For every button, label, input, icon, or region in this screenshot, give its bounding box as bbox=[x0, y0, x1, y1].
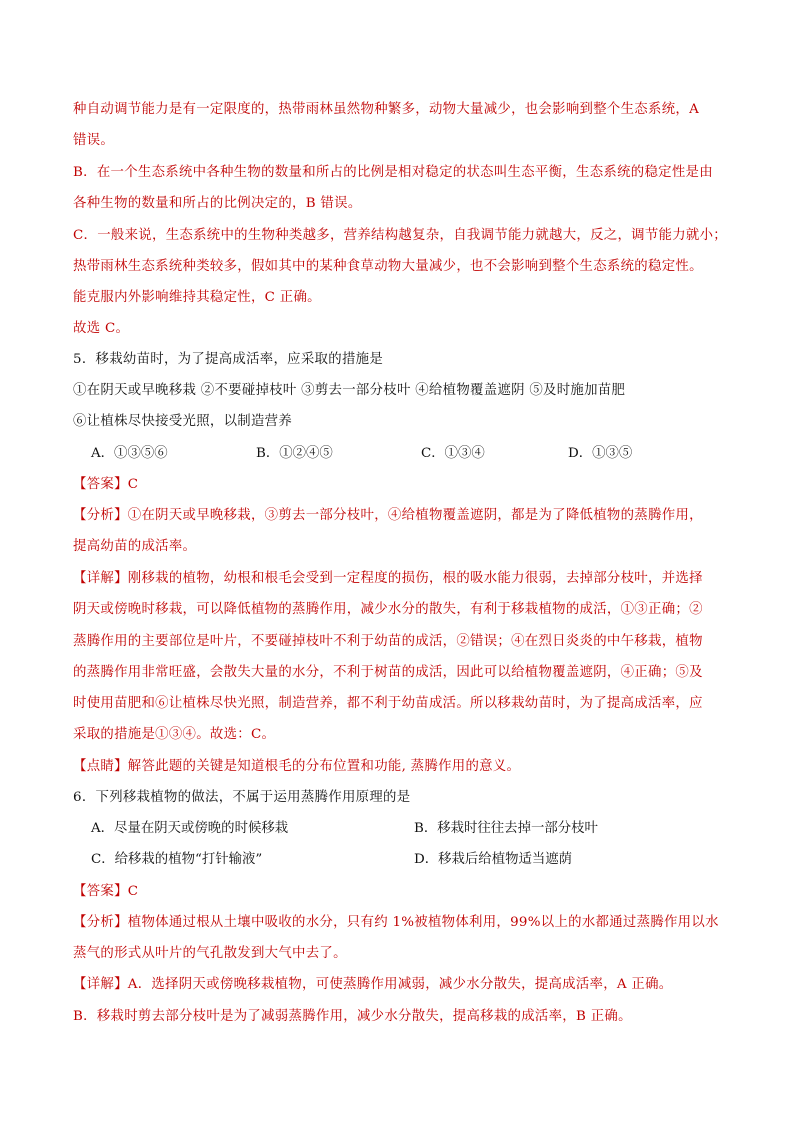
q5-detail: 蒸腾作用的主要部位是叶片，不要碰掉枝叶不利于幼苗的成活，②错误；④在烈日炎炎的中午移栽，植物 bbox=[73, 634, 703, 649]
q5-analysis: 【分析】①在阴天或早晚移栽，③剪去一部分枝叶，④给植物覆盖遮阴，都是为了降低植物的蒸腾作用， bbox=[73, 508, 703, 523]
q6-detail: B．移栽时剪去部分枝叶是为了减弱蒸腾作用，减少水分散失，提高移栽的成活率，B 正确。 bbox=[73, 1009, 632, 1024]
q4-analysis-line: 种自动调节能力是有一定限度的，热带雨林虽然物种繁多，动物大量减少，也会影响到整个生态系统，A bbox=[73, 102, 700, 117]
q6-option-d: D．移栽后给植物适当遮荫 bbox=[414, 852, 573, 867]
q4-conclusion: 故选 C。 bbox=[73, 321, 130, 336]
q6-analysis: 【分析】植物体通过根从土壤中吸收的水分，只有约 1%被植物体利用，99%以上的水都通过蒸腾作用以水 bbox=[73, 915, 719, 930]
q5-detail: 采取的措施是①③④。故选：C。 bbox=[73, 727, 276, 742]
q6-detail: 【详解】A．选择阴天或傍晚移栽植物，可使蒸腾作用减弱，减少水分散失，提高成活率，A 正确。 bbox=[73, 977, 673, 992]
q5-analysis: 提高幼苗的成活率。 bbox=[73, 539, 197, 554]
q6-stem: 6．下列移栽植物的做法，不属于运用蒸腾作用原理的是 bbox=[73, 790, 411, 805]
q5-option-b: B．①②④⑤ bbox=[256, 446, 333, 461]
q4-analysis-line: 错误。 bbox=[73, 133, 115, 148]
q5-detail: 的蒸腾作用非常旺盛，会散失大量的水分，不利于树苗的成活，因此可以给植物覆盖遮阴，④正确；⑤及 bbox=[73, 665, 703, 680]
q6-analysis: 蒸气的形式从叶片的气孔散发到大气中去了。 bbox=[73, 946, 347, 961]
q5-answer: 【答案】C bbox=[73, 477, 139, 492]
q6-option-c: C．给移栽的植物“打针输液” bbox=[91, 852, 263, 867]
q4-option-b-explanation: 各种生物的数量和所占的比例决定的，B 错误。 bbox=[73, 196, 362, 211]
q5-option-c: C．①③④ bbox=[421, 446, 485, 461]
q5-option-a: A．①③⑤⑥ bbox=[91, 446, 168, 461]
q5-comment: 【点睛】解答此题的关键是知道根毛的分布位置和功能, 蒸腾作用的意义。 bbox=[73, 759, 521, 774]
q5-detail: 【详解】刚移栽的植物，幼根和根毛会受到一定程度的损伤，根的吸水能力很弱，去掉部分枝叶，并选择 bbox=[73, 571, 703, 586]
q5-option-d: D．①③⑤ bbox=[568, 446, 633, 461]
q4-option-c-explanation: 能克服内外影响维持其稳定性，C 正确。 bbox=[73, 290, 321, 305]
q4-option-c-explanation: C．一般来说，生态系统中的生物种类越多，营养结构越复杂，自我调节能力就越大，反之，调节能力就小； bbox=[73, 228, 728, 243]
q6-option-b: B．移栽时往往去掉一部分枝叶 bbox=[414, 821, 598, 836]
q5-detail: 阴天或傍晚时移栽，可以降低植物的蒸腾作用，减少水分的散失，有利于移栽植物的成活，①③正确；② bbox=[73, 602, 703, 617]
q5-stem: 5．移栽幼苗时，为了提高成活率，应采取的措施是 bbox=[73, 352, 384, 367]
q5-measures: ①在阴天或早晚移栽 ②不要碰掉枝叶 ③剪去一部分枝叶 ④给植物覆盖遮阴 ⑤及时施加苗肥 bbox=[73, 383, 626, 398]
q6-answer: 【答案】C bbox=[73, 884, 139, 899]
q4-option-c-explanation: 热带雨林生态系统种类较多，假如其中的某种食草动物大量减少，也不会影响到整个生态系统的稳定性。 bbox=[73, 259, 703, 274]
q4-option-b-explanation: B．在一个生态系统中各种生物的数量和所占的比例是相对稳定的状态叫生态平衡，生态系统的稳定性是由 bbox=[73, 165, 713, 180]
q6-option-a: A．尽量在阴天或傍晚的时候移栽 bbox=[91, 821, 289, 836]
q5-detail: 时使用苗肥和⑥让植株尽快光照，制造营养，都不利于幼苗成活。所以移栽幼苗时，为了提高成活率，应 bbox=[73, 696, 703, 711]
q5-measures: ⑥让植株尽快接受光照，以制造营养 bbox=[73, 414, 293, 429]
